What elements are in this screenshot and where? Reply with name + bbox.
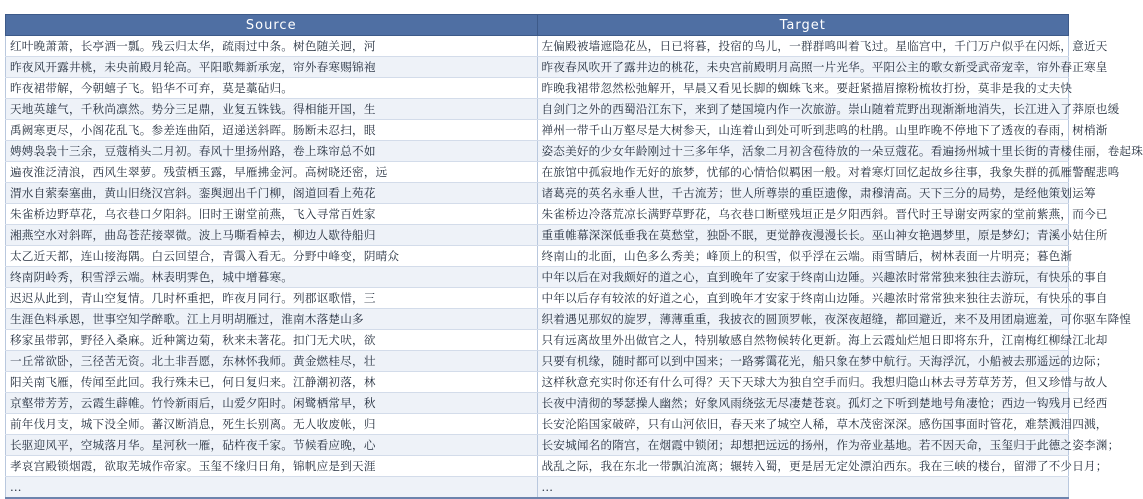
table-row bbox=[6, 99, 1069, 120]
table-row bbox=[6, 351, 1069, 372]
source-cell: 昨夜裙带解，今朝蟢子飞。铅华不可弃，莫是藁砧归。 bbox=[6, 78, 538, 99]
target-cell: 织着遇见那奴的旋罗，薄薄重重，我披衣的圆顶罗帐，夜深夜超缝，都回避近，来不及用团扇遮羞，可你驱车降惶 bbox=[537, 309, 1069, 330]
source-cell: 长驱迎风平，空城落月华。星河秋一雁，砧杵夜千家。节候看应晚，心 bbox=[6, 435, 538, 456]
target-cell: 姿态美好的少女年龄刚过十三多年华，活象二月初含苞待放的一朵豆蔻花。看遍扬州城十里长街的青楼佳丽，卷起珠 bbox=[537, 141, 1069, 162]
target-cell: 诸葛亮的英名永垂人世，千古流芳；世人所尊崇的重臣遗像，肃穆清高。天下三分的局势，是经他策划运筹 bbox=[537, 183, 1069, 204]
table-row bbox=[6, 456, 1069, 477]
target-cell: 长安城闻名的隋宫，在烟霞中锁闭；却想把远远的扬州，作为帝业基地。若不因天命，玉玺归于此德之姿李渊； bbox=[537, 435, 1069, 456]
source-cell: 京壑带芳芳，云霞生薜帷。竹怜新雨后，山爱夕阳时。闲鹭栖常早，秋 bbox=[6, 393, 538, 414]
table-row bbox=[6, 393, 1069, 414]
source-cell: ... bbox=[6, 477, 538, 499]
source-cell: 孝哀宫殿锁烟霞，欲取芜城作帝家。玉玺不缘归日角，锦帆应是到天涯 bbox=[6, 456, 538, 477]
source-cell: 前年伐月支，城下没全师。蕃汉断消息，死生长别离。无人收废帐，归 bbox=[6, 414, 538, 435]
column-header-source: Source bbox=[6, 15, 538, 36]
table-row bbox=[6, 477, 1069, 499]
translation-table-container bbox=[5, 14, 1143, 499]
table-row bbox=[6, 78, 1069, 99]
table-body bbox=[6, 36, 1143, 499]
source-cell: 太乙近天都，连山接海隅。白云回望合，青霭入看无。分野中峰变，阴晴众 bbox=[6, 246, 538, 267]
target-cell: 昨晚我裙带忽然松弛解开，早晨又看见长脚的蜘蛛飞来。要赶紧描眉擦粉梳妆打扮，莫非是我的丈夫快 bbox=[537, 78, 1069, 99]
source-cell: 迟迟从此到，青山空复情。几时杯重把，昨夜月同行。列郡讴歌惜，三 bbox=[6, 288, 538, 309]
source-cell: 阳关南飞雁，传闻至此回。我行殊未已，何日复归来。江静潮初落，林 bbox=[6, 372, 538, 393]
target-cell: 自剑门之外的西蜀沿江东下，来到了楚国境内作一次旅游。崇山随着荒野出现渐渐地消失，长江进入了莽原也缓 bbox=[537, 99, 1069, 120]
source-cell: 移家虽带郭，野径入桑麻。近种篱边菊，秋来未著花。扣门无犬吠，欲 bbox=[6, 330, 538, 351]
target-cell: 禅州一带千山万壑尽是大树参天，山连着山到处可听到悲鸣的杜鹃。山里昨晚不停地下了透夜的春雨，树梢渐 bbox=[537, 120, 1069, 141]
source-cell: 昨夜风开露井桃，未央前殿月轮高。平阳歌舞新承宠，帘外春寒赐锦袍 bbox=[6, 57, 538, 78]
source-cell: 终南阴岭秀，积雪浮云端。林表明霁色，城中增暮寒。 bbox=[6, 267, 538, 288]
target-cell: 这样秋意充实时你还有什么可得？天下天球大为独自空手而归。我想归隐山林去寻芳草芳芳，但又珍惜与故人 bbox=[537, 372, 1069, 393]
table-row bbox=[6, 372, 1069, 393]
target-cell: 战乱之际，我在东北一带飘泊流离；辗转入蜀，更是居无定处漂泊西东。我在三峡的楼台，留滞了不少日月； bbox=[537, 456, 1069, 477]
source-cell: 生涯色料承恩，世事空知学醉歌。江上月明胡雁过，淮南木落楚山多 bbox=[6, 309, 538, 330]
target-cell: 重重帷幕深深低垂我在莫愁堂，独卧不眠，更觉静夜漫漫长长。巫山神女艳遇梦里，原是梦幻；青溪小姑住所 bbox=[537, 225, 1069, 246]
table-row bbox=[6, 288, 1069, 309]
table-row bbox=[6, 309, 1069, 330]
source-cell: 红叶晚萧萧，长亭酒一瓢。残云归太华，疏雨过中条。树色随关迥，河 bbox=[6, 36, 538, 57]
source-cell: 湘燕空水对斜晖，曲岛苍茫接翠微。波上马嘶看棹去，柳边人歇待船归 bbox=[6, 225, 538, 246]
source-cell: 天地英雄气，千秋尚凛然。势分三足鼎，业复五铢钱。得相能开国，生 bbox=[6, 99, 538, 120]
target-cell: 只有远离故里外出做官之人，特别敏感自然物候转化更新。海上云霞灿烂旭日即将东升，江南梅红柳绿江北却 bbox=[537, 330, 1069, 351]
table-row bbox=[6, 141, 1069, 162]
target-cell: 终南山的北面，山色多么秀美；峰顶上的积雪，似乎浮在云端。雨雪睛后，树林表面一片明亮；暮色渐 bbox=[537, 246, 1069, 267]
table-row bbox=[6, 435, 1069, 456]
translation-table bbox=[5, 14, 1143, 499]
table-row bbox=[6, 267, 1069, 288]
target-cell: 长安沦陷国家破碎，只有山河依旧，春天来了城空人稀，草木茂密深深。感伤国事面时管花，难禁溅泪四溅， bbox=[537, 414, 1069, 435]
table-row bbox=[6, 36, 1069, 57]
target-cell: ... bbox=[537, 477, 1069, 499]
table-header-row bbox=[6, 15, 1069, 36]
table-row bbox=[6, 57, 1069, 78]
source-cell: 娉娉袅袅十三余，豆蔻梢头二月初。春风十里扬州路，卷上珠帘总不如 bbox=[6, 141, 538, 162]
source-cell: 一丘常欲卧，三径苦无资。北土非吾愿，东林怀我师。黄金燃桂尽，壮 bbox=[6, 351, 538, 372]
table-row bbox=[6, 330, 1069, 351]
table-row bbox=[6, 204, 1069, 225]
column-header-target: Target bbox=[537, 15, 1069, 36]
table-row bbox=[6, 162, 1069, 183]
target-cell: 朱雀桥边冷落荒凉长满野草野花，乌衣巷口断壁残垣正是夕阳西斜。晋代时王导谢安两家的堂前紫燕，而今已 bbox=[537, 204, 1069, 225]
target-cell: 只要有机缘，随时都可以到中国来；一路雾霭花光，船只象在梦中航行。天海浮沉，小船被去那遥远的边际； bbox=[537, 351, 1069, 372]
table-row bbox=[6, 246, 1069, 267]
source-cell: 禹阙寒更尽，小阁花乱飞。参差连曲陌，迢递送斜晖。肠断未忍扫，眼 bbox=[6, 120, 538, 141]
table-row bbox=[6, 120, 1069, 141]
target-cell: 在旅馆中孤寂地作无好的旅梦，忧郁的心情恰似羁困一般。对着寒灯回忆起故乡往事，我象失群的孤雁警醒悲鸣 bbox=[537, 162, 1069, 183]
target-cell: 昨夜春风吹开了露井边的桃花，未央宫前殿明月高照一片光华。平阳公主的歌女新受武帝宠幸，帘外春正寒皇 bbox=[537, 57, 1069, 78]
table-row bbox=[6, 183, 1069, 204]
target-cell: 长夜中清彻的琴瑟操人幽然；好象风雨绕弦无尽凄楚苍哀。孤灯之下听到楚地号角凄怆；西边一钩残月已经西 bbox=[537, 393, 1069, 414]
source-cell: 朱雀桥边野草花，乌衣巷口夕阳斜。旧时王谢堂前燕，飞入寻常百姓家 bbox=[6, 204, 538, 225]
table-row bbox=[6, 414, 1069, 435]
table-row bbox=[6, 225, 1069, 246]
target-cell: 左偏殿被墙遮隐花丛，日已将暮，投宿的鸟儿，一群群鸣叫着飞过。星临宫中，千门万户似乎在闪烁，意近天 bbox=[537, 36, 1069, 57]
target-cell: 中年以后存有较浓的好道之心，直到晚年才安家于终南山边陲。兴趣浓时常常独来独往去游玩，有快乐的事自 bbox=[537, 288, 1069, 309]
target-cell: 中年以后在对我颇好的道之心，直到晚年了安家于终南山边陲。兴趣浓时常常独来独往去游玩，有快乐的事自 bbox=[537, 267, 1069, 288]
source-cell: 遍夜淮泛清浪，西风生翠萝。残萤栖玉露，早雁拂金河。高树晓还密，远 bbox=[6, 162, 538, 183]
source-cell: 渭水自萦秦塞曲，黄山旧绕汉宫斜。銮舆迥出千门柳，阁道回看上苑花 bbox=[6, 183, 538, 204]
